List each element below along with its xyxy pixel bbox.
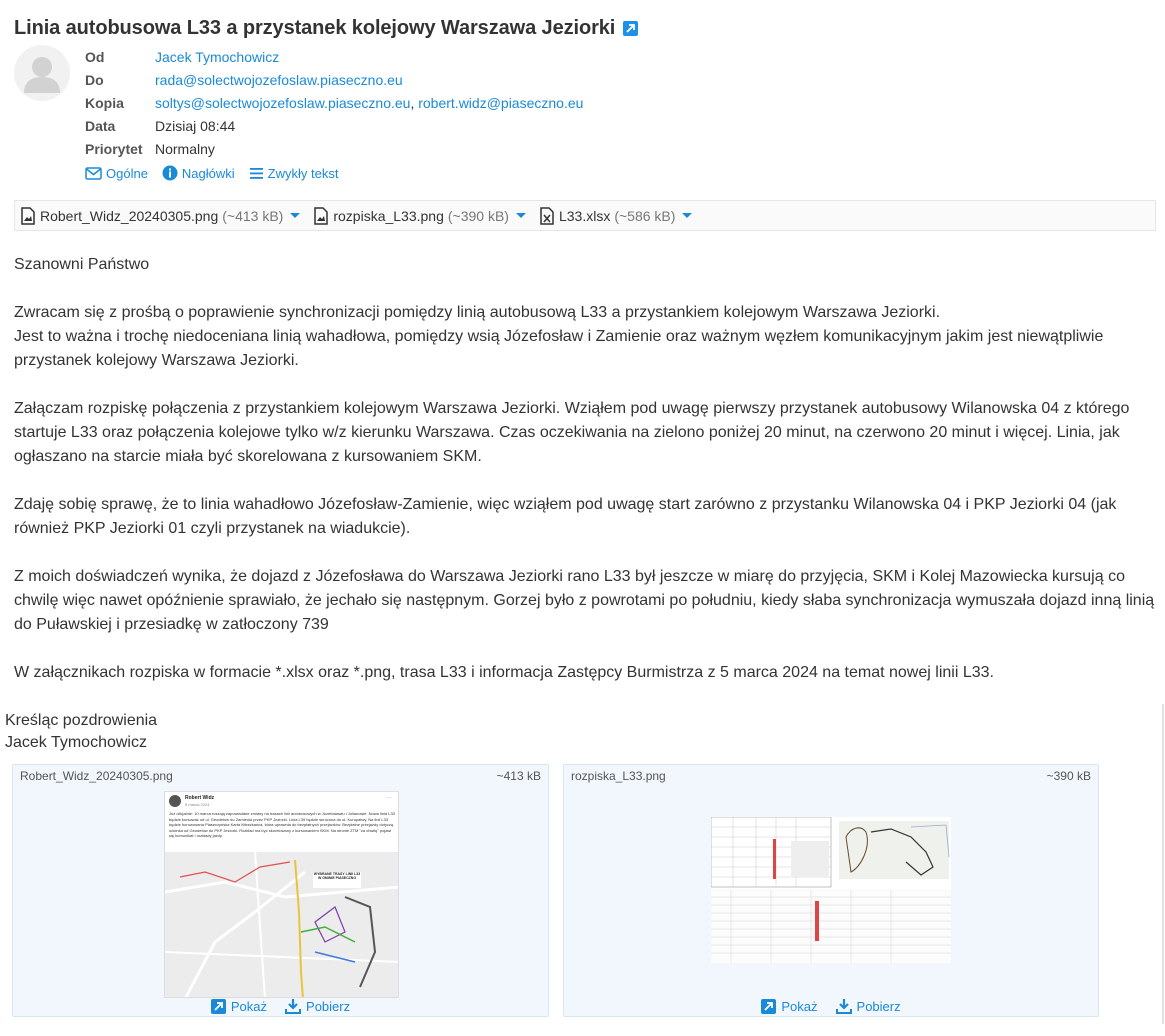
quote-divider — [1162, 704, 1164, 1024]
email-body — [14, 253, 1156, 709]
signature-name: Jacek Tymochowicz — [5, 734, 147, 751]
download-icon — [836, 998, 852, 1014]
from-label: Od — [85, 48, 105, 65]
info-icon — [162, 165, 178, 181]
spreadsheet-file-icon — [540, 207, 554, 225]
post-date: 5 marca 2024 · — [185, 802, 212, 807]
open-external-icon — [761, 999, 776, 1014]
envelope-icon — [85, 167, 102, 180]
attachment-item[interactable] — [21, 207, 300, 225]
tab-general[interactable] — [85, 165, 148, 181]
cc-value-1[interactable]: soltys@solectwojozefoslaw.piaseczno.eu — [155, 94, 411, 111]
attachments-bar — [14, 200, 1156, 231]
date-row — [85, 114, 583, 137]
to-value[interactable]: rada@solectwojozefoslaw.piaseczno.eu — [155, 71, 403, 88]
map-caption: WYBRANE TRASY LINII L33 W GMINIE PIASECZNO — [313, 872, 361, 880]
preview-file-size: ~390 kB — [1046, 769, 1091, 783]
tab-plain-text-label: Zwykły tekst — [267, 165, 339, 181]
download-icon — [285, 998, 301, 1014]
from-row — [85, 45, 583, 68]
cc-row — [85, 91, 583, 114]
lines-icon — [249, 167, 264, 180]
show-button[interactable] — [761, 998, 817, 1014]
show-label: Pokaż — [230, 998, 268, 1014]
post-author: Robert Widz — [185, 795, 215, 801]
chevron-down-icon[interactable] — [290, 213, 300, 218]
schedule-table-image — [711, 817, 951, 963]
to-label: Do — [85, 71, 104, 88]
post-text: Już oficjalnie: 10 marca ruszają zapowiadane zmiany na trasach linii autobusowych w Józefosławiu i Julianowie. Nowa linia L33 będzie kursować od ul. Geodetów do Zamienia przez PKP Jeziorki. Linia L39 będzie skrócona do ul. Kuropatwy. Na linii L33 będzie honorowana Piaseczyńska Karta Mieszkańca, która uprawnia do bezpłatnych przejazdów. Bezpłatne przejazdy dotyczą odcinka od Geodetów do PKP Jeziorki. Rozkład ma być skorelowany z kursowaniem SKM. Na stronie ZTM "za chwilę" pojawi się komunikat i rozkłady jazdy. — [169, 811, 395, 839]
from-value[interactable]: Jacek Tymochowicz — [155, 48, 280, 65]
body-paragraph: Z moich doświadczeń wynika, że dojazd z Józefosława do Warszawa Jeziorki rano L33 był jeszcze w miarę do przyjęcia, SKM i Kolej Mazowiecka kursują co chwilę więc nawet opóźnienie sprawiało, że jechało się następnym. Gorzej było z powrotami po południu, kiedy słaba synchronizacja wymuszała dojazd inną linią do Puławskiej i przesiadkę w zatłoczony 739 — [14, 568, 1155, 633]
download-label: Pobierz — [306, 998, 351, 1014]
body-paragraph: W załącznikach rozpiska w formacie *.xlsx oraz *.png, trasa L33 i informacja Zastępcy Burmistrza z 5 marca 2024 na temat nowej linii L33. — [14, 664, 994, 681]
attachment-size: (~390 kB) — [447, 207, 509, 224]
attachment-name: Robert_Widz_20240305.png — [40, 207, 219, 224]
chevron-down-icon[interactable] — [516, 213, 526, 218]
attachment-size: (~586 kB) — [614, 207, 676, 224]
cc-label: Kopia — [85, 94, 124, 111]
body-line: Zwracam się z prośbą o poprawienie synchronizacji pomiędzy linią autobusową L33 a przystankiem kolejowym Warszawa Jeziorki. — [14, 304, 941, 321]
signature — [5, 710, 157, 754]
tab-plain-text[interactable] — [249, 165, 339, 181]
preview-file-size: ~413 kB — [496, 769, 541, 783]
date-label: Data — [85, 117, 116, 134]
attachment-preview-card — [563, 764, 1099, 1017]
attachment-name: L33.xlsx — [558, 207, 611, 224]
body-line: Jest to ważna i trochę niedoceniana linią wahadłowa, pomiędzy wsią Józefosław i Zamienie oraz ważnym węzłem komunikacyjnym jakim jest niewątpliwie przystanek kolejowy Warszawa Jeziorki. — [14, 328, 1104, 369]
chevron-down-icon[interactable] — [682, 213, 692, 218]
image-file-icon — [21, 207, 35, 225]
date-value: Dzisiaj 08:44 — [155, 117, 236, 134]
preview-thumbnail[interactable] — [164, 791, 399, 998]
header-view-tabs — [85, 165, 338, 181]
attachment-item[interactable] — [314, 207, 526, 225]
tab-headers[interactable] — [162, 165, 235, 181]
tab-general-label: Ogólne — [106, 165, 148, 181]
priority-row — [85, 137, 583, 160]
download-button[interactable] — [285, 998, 350, 1014]
open-external-icon — [211, 999, 226, 1014]
preview-file-name: rozpiska_L33.png — [571, 769, 666, 783]
show-button[interactable] — [211, 998, 267, 1014]
download-button[interactable] — [836, 998, 901, 1014]
priority-label: Priorytet — [85, 140, 143, 157]
signature-closing: Kreśląc pozdrowienia — [5, 712, 158, 729]
preview-actions — [564, 998, 1098, 1014]
subject-row — [14, 14, 638, 42]
route-map-image — [165, 852, 399, 998]
preview-thumbnail[interactable] — [711, 817, 951, 963]
priority-value: Normalny — [155, 140, 215, 157]
attachment-size: (~413 kB) — [222, 207, 284, 224]
post-avatar — [169, 795, 181, 807]
email-subject: Linia autobusowa L33 a przystanek kolejowy Warszawa Jeziorki — [14, 16, 616, 39]
greeting: Szanowni Państwo — [14, 256, 150, 273]
cc-separator: , — [410, 94, 419, 111]
more-icon: ··· — [386, 795, 392, 801]
sender-avatar — [14, 45, 70, 101]
cc-value-2[interactable]: robert.widz@piaseczno.eu — [418, 94, 584, 111]
preview-file-name: Robert_Widz_20240305.png — [20, 769, 173, 783]
show-label: Pokaż — [781, 998, 818, 1014]
preview-actions — [13, 998, 548, 1014]
tab-headers-label: Nagłówki — [181, 165, 235, 181]
body-paragraph — [14, 301, 1156, 373]
attachment-preview-card — [12, 764, 549, 1017]
to-row — [85, 68, 583, 91]
download-label: Pobierz — [856, 998, 901, 1014]
attachment-item[interactable] — [540, 207, 692, 225]
body-paragraph: Zdaję sobię sprawę, że to linia wahadłowo Józefosław-Zamienie, więc wziąłem pod uwagę start zarówno z przystanku Wilanowska 04 i PKP Jeziorki 04 (jak również PKP Jeziorki 01 czyli przystanek na wiadukcie). — [14, 496, 1117, 537]
attachment-name: rozpiska_L33.png — [333, 207, 444, 224]
body-paragraph: Załączam rozpiskę połączenia z przystankiem kolejowym Warszawa Jeziorki. Wziąłem pod uwagę pierwszy przystanek autobusowy Wilanowska 04 z którego startuje L33 oraz połączenia kolejowe tylko w/z kierunku Warszawa. Czas oczekiwania na zielono poniżej 20 minut, na czerwono 20 minut i więcej. Linia, jak ogłaszano na starcie miała być skorelowana z kursowaniem SKM. — [14, 400, 1130, 465]
email-headers — [85, 45, 583, 160]
open-external-icon[interactable] — [623, 21, 638, 36]
image-file-icon — [314, 207, 328, 225]
